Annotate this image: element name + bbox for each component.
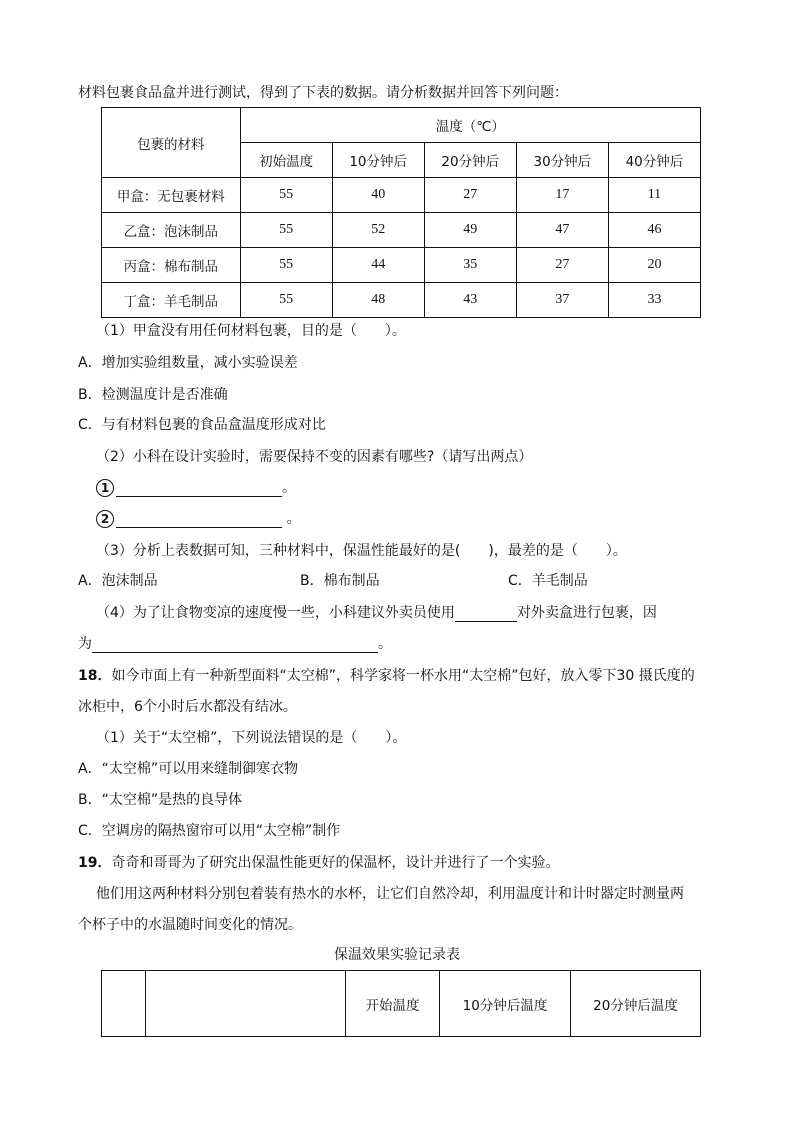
empty-cell xyxy=(146,971,346,1037)
question-number: 19． xyxy=(78,855,112,871)
cell: 55 xyxy=(240,178,332,213)
q18-option-c: C．空调房的隔热窗帘可以用“太空棉”制作 xyxy=(78,823,341,839)
table-row xyxy=(102,213,701,248)
col-header: 20分钟后温度 xyxy=(571,971,701,1037)
cell: 55 xyxy=(240,213,332,248)
cell: 46 xyxy=(608,213,700,248)
q2-answer-2 xyxy=(96,510,300,528)
period: 。 xyxy=(286,511,301,527)
cell: 35 xyxy=(424,248,516,283)
cell: 48 xyxy=(332,283,424,318)
q3-option-a: A．泡沫制品 xyxy=(78,573,158,589)
table2-title: 保温效果实验记录表 xyxy=(334,947,460,963)
cell: 40 xyxy=(332,178,424,213)
col-header: 40分钟后 xyxy=(608,143,700,178)
cell: 52 xyxy=(332,213,424,248)
row-label: 丁盒：羊毛制品 xyxy=(102,283,241,318)
period: 。 xyxy=(282,480,296,496)
cell: 33 xyxy=(608,283,700,318)
q18-stem: （1）关于“太空棉”，下列说法错误的是（ ）。 xyxy=(96,730,407,746)
q1-option-c: C．与有材料包裹的食品盒温度形成对比 xyxy=(78,417,326,433)
q4-line1 xyxy=(96,604,657,622)
q4-line2 xyxy=(78,635,392,653)
cell: 20 xyxy=(608,248,700,283)
col-header: 初始温度 xyxy=(240,143,332,178)
answer-blank[interactable] xyxy=(116,513,282,528)
circled-number: 1 xyxy=(96,479,114,497)
q18-option-a: A．“太空棉”可以用来缝制御寒衣物 xyxy=(78,761,299,777)
table-row xyxy=(102,248,701,283)
q4-text: 对外卖盒进行包裹，因 xyxy=(516,605,657,621)
cell: 17 xyxy=(516,178,608,213)
table-row xyxy=(102,178,701,213)
q2-answer-1 xyxy=(96,479,296,497)
cell: 11 xyxy=(608,178,700,213)
q4-text: （4）为了让食物变凉的速度慢一些，小科建议外卖员使用 xyxy=(96,605,455,621)
cell: 43 xyxy=(424,283,516,318)
cell: 47 xyxy=(516,213,608,248)
cell: 55 xyxy=(240,248,332,283)
q18-line1 xyxy=(78,667,695,685)
q3-stem: （3）分析上表数据可知，三种材料中，保温性能最好的是( )，最差的是（ ）。 xyxy=(96,543,627,559)
q19-line3: 个杯子中的水温随时间变化的情况。 xyxy=(78,917,302,933)
circled-number: 2 xyxy=(96,510,114,528)
table-row xyxy=(102,283,701,318)
col-header: 10分钟后 xyxy=(332,143,424,178)
q18-option-b: B．“太空棉”是热的良导体 xyxy=(78,792,243,808)
q19-line2: 他们用这两种材料分别包着装有热水的水杯，让它们自然冷却，利用温度计和计时器定时测量两 xyxy=(96,886,684,902)
col-header: 10分钟后温度 xyxy=(440,971,571,1037)
q1-stem: （1）甲盒没有用任何材料包裹，目的是（ ）。 xyxy=(96,323,406,339)
q2-stem: （2）小科在设计实验时，需要保持不变的因素有哪些?（请写出两点） xyxy=(96,449,533,465)
cell: 44 xyxy=(332,248,424,283)
q1-option-a: A．增加实验组数量，减小实验误差 xyxy=(78,355,298,371)
col-header: 20分钟后 xyxy=(424,143,516,178)
cell: 55 xyxy=(240,283,332,318)
group-header: 温度（℃） xyxy=(240,108,700,143)
col-header: 30分钟后 xyxy=(516,143,608,178)
row-label: 甲盒：无包裹材料 xyxy=(102,178,241,213)
question-number: 18． xyxy=(78,668,112,684)
answer-blank[interactable] xyxy=(92,638,378,653)
cell: 27 xyxy=(516,248,608,283)
intro-text: 材料包裹食品盒并进行测试，得到了下表的数据。请分析数据并回答下列问题： xyxy=(78,85,568,101)
q4-text: 为 xyxy=(78,636,92,652)
q18-line2: 冰柜中，6个小时后水都没有结冰。 xyxy=(78,699,297,715)
q19-line1 xyxy=(78,854,559,872)
row-header: 包裹的材料 xyxy=(102,108,241,178)
answer-blank[interactable] xyxy=(455,607,517,622)
q18-text: 如今市面上有一种新型面料“太空棉”，科学家将一杯水用“太空棉”包好，放入零下30 摄氏度的 xyxy=(111,668,695,684)
cell: 37 xyxy=(516,283,608,318)
q19-text: 奇奇和哥哥为了研究出保温性能更好的保温杯，设计并进行了一个实验。 xyxy=(111,855,560,871)
q3-option-c: C．羊毛制品 xyxy=(508,573,588,589)
record-table xyxy=(101,970,701,1037)
answer-blank[interactable] xyxy=(116,482,282,497)
row-label: 乙盒：泡沫制品 xyxy=(102,213,241,248)
temperature-table xyxy=(101,107,701,318)
row-label: 丙盒：棉布制品 xyxy=(102,248,241,283)
cell: 49 xyxy=(424,213,516,248)
cell: 27 xyxy=(424,178,516,213)
period: 。 xyxy=(378,636,392,652)
q1-option-b: B．检测温度计是否准确 xyxy=(78,387,228,403)
empty-cell xyxy=(102,971,146,1037)
col-header: 开始温度 xyxy=(346,971,440,1037)
q3-option-b: B．棉布制品 xyxy=(300,573,380,589)
